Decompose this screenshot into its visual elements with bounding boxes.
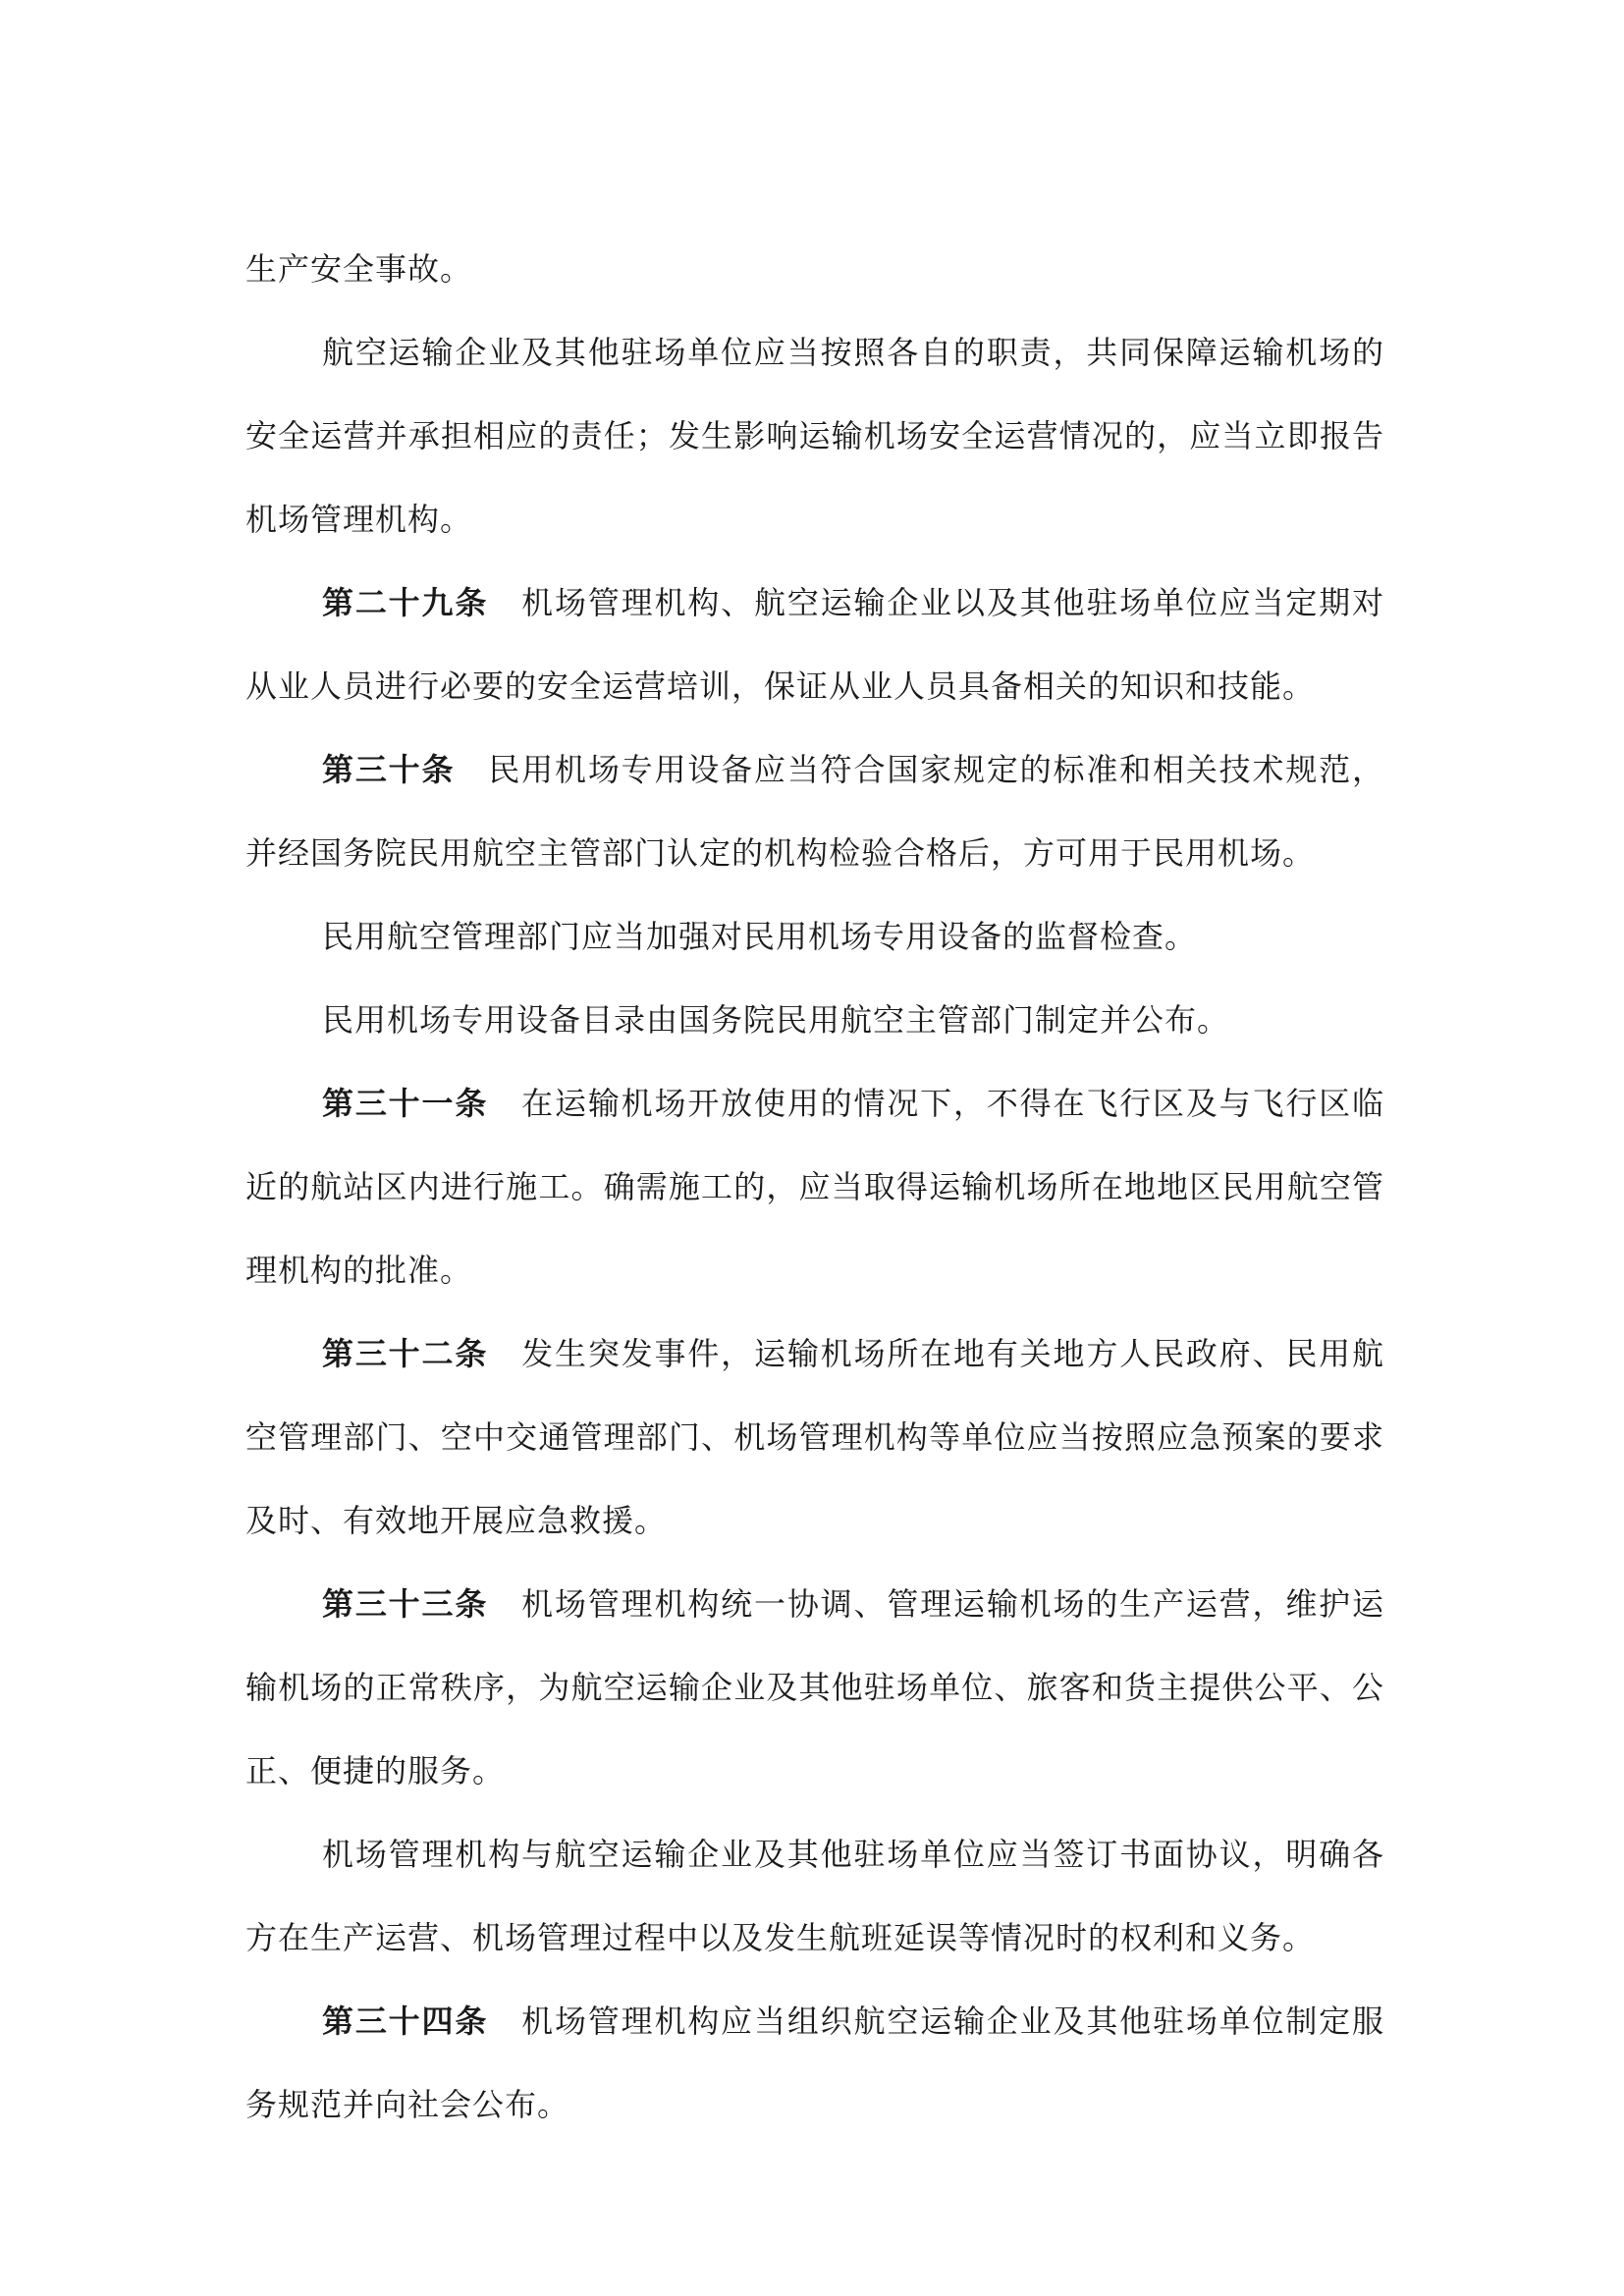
article-number: 第三十二条 [322,1335,489,1372]
paragraph [245,311,1384,561]
paragraph-continuation [245,228,1384,311]
article-number: 第二十九条 [322,584,489,621]
article-number: 第三十四条 [322,2002,489,2040]
paragraph-text: 机场管理机构与航空运输企业及其他驻场单位应当签订书面协议，明确各方在生产运营、机场管理过程中以及发生航班延误等情况时的权利和义务。 [245,1836,1384,1956]
article-29 [245,561,1384,728]
paragraph-text: 在运输机场开放使用的情况下，不得在飞行区及与飞行区临近的航站区内进行施工。确需施工的，应当取得运输机场所在地地区民用航空管理机构的批准。 [245,1085,1384,1289]
article-34 [245,1980,1384,2147]
article-number: 第三十条 [322,751,456,788]
paragraph-text: 民用机场专用设备应当符合国家规定的标准和相关技术规范，并经国务院民用航空主管部门认定的机构检验合格后，方可用于民用机场。 [245,751,1384,872]
document-body [245,228,1384,2147]
article-number: 第三十一条 [322,1085,489,1122]
article-number: 第三十三条 [322,1585,489,1623]
paragraph [245,979,1384,1062]
paragraph-text: 民用航空管理部门应当加强对民用机场专用设备的监督检查。 [322,918,1198,955]
paragraph-text: 发生突发事件，运输机场所在地有关地方人民政府、民用航空管理部门、空中交通管理部门、机场管理机构等单位应当按照应急预案的要求及时、有效地开展应急救援。 [245,1335,1384,1539]
paragraph [245,1813,1384,1980]
article-30 [245,728,1384,895]
paragraph-text: 机场管理机构、航空运输企业以及其他驻场单位应当定期对从业人员进行必要的安全运营培训，保证从业人员具备相关的知识和技能。 [245,584,1384,705]
article-31 [245,1062,1384,1312]
paragraph [245,895,1384,979]
paragraph-text: 机场管理机构统一协调、管理运输机场的生产运营，维护运输机场的正常秩序，为航空运输企业及其他驻场单位、旅客和货主提供公平、公正、便捷的服务。 [245,1585,1384,1789]
paragraph-text: 生产安全事故。 [245,250,473,288]
article-32 [245,1312,1384,1563]
article-33 [245,1563,1384,1813]
paragraph-text: 民用机场专用设备目录由国务院民用航空主管部门制定并公布。 [322,1001,1230,1039]
paragraph-text: 航空运输企业及其他驻场单位应当按照各自的职责，共同保障运输机场的安全运营并承担相应的责任；发生影响运输机场安全运营情况的，应当立即报告机场管理机构。 [245,334,1384,538]
paragraph-text: 机场管理机构应当组织航空运输企业及其他驻场单位制定服务规范并向社会公布。 [245,2002,1384,2123]
